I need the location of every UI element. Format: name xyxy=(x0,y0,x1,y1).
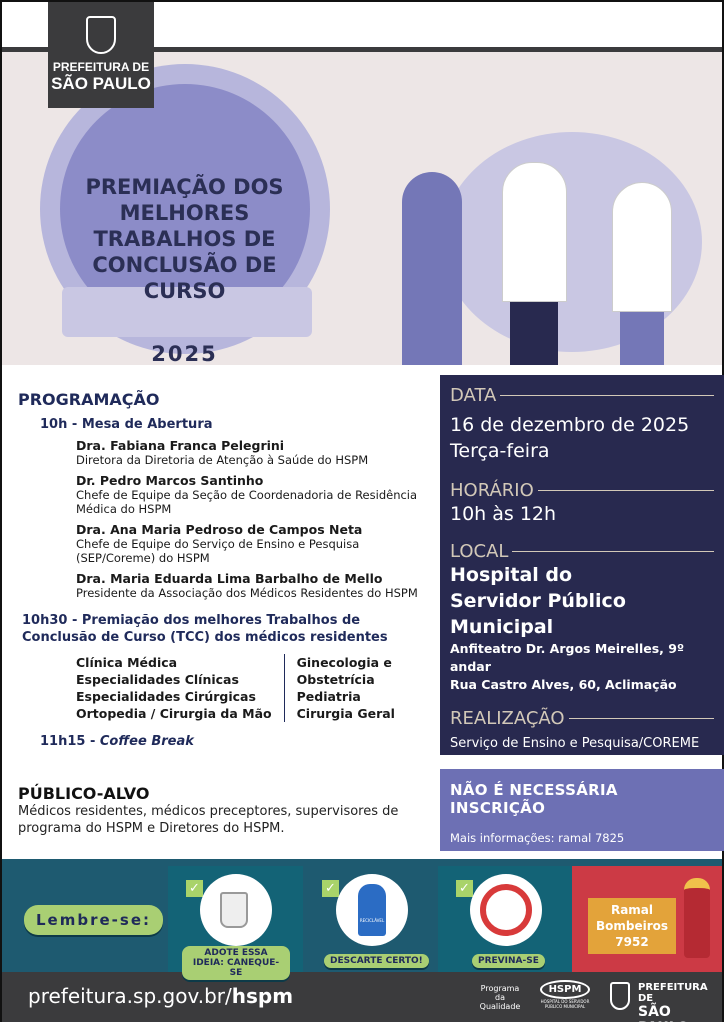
local-line1: Anfiteatro Dr. Argos Meirelles, 9º andar xyxy=(450,641,685,674)
event-weekday: Terça-feira xyxy=(450,440,550,462)
tile-descarte xyxy=(304,866,438,972)
categories-left xyxy=(76,654,285,722)
person-name: Dr. Pedro Marcos Santinho xyxy=(76,473,264,488)
event-time: 10h às 12h xyxy=(450,503,557,525)
tile-previna xyxy=(438,866,573,972)
publico-alvo-section xyxy=(18,784,428,837)
person-name: Dra. Ana Maria Pedroso de Campos Neta xyxy=(76,522,363,537)
hero-banner xyxy=(2,2,722,365)
url-domain: prefeitura.sp.gov.br/ xyxy=(28,984,232,1008)
tile-label: ADOTE ESSA IDEIA: CANEQUE-SE xyxy=(182,946,290,980)
prefeitura-footer-logo xyxy=(608,982,718,1036)
programacao-section xyxy=(18,390,438,749)
website-link[interactable] xyxy=(28,984,293,1008)
firefighter-icon xyxy=(684,878,710,958)
category: Especialidades Cirúrgicas xyxy=(76,689,256,704)
session-coffee xyxy=(40,734,438,749)
session-title: Coffee Break xyxy=(99,734,194,749)
category: Ginecologia e xyxy=(296,655,392,670)
hspm-logo-sub: HOSPITAL DO SERVIDOR PÚBLICO MUNICIPAL xyxy=(540,999,590,1009)
person xyxy=(76,439,438,467)
lembre-se-label: Lembre-se: xyxy=(24,905,163,935)
category: Clínica Médica xyxy=(76,655,178,670)
person-role: Chefe de Equipe do Serviço de Ensino e Pesquisa (SEP/Coreme) do HSPM xyxy=(76,537,360,565)
person-name: Dra. Maria Eduarda Lima Barbalho de Mello xyxy=(76,571,383,586)
no-mosquito-icon xyxy=(470,874,542,946)
category: Ortopedia / Cirurgia da Mão xyxy=(76,706,272,721)
inscricao-title: NÃO É NECESSÁRIA INSCRIÇÃO xyxy=(450,781,618,817)
category: Cirurgia Geral xyxy=(296,706,395,721)
hspm-logo-text: HSPM xyxy=(540,980,590,999)
session-time: 10h30 - xyxy=(22,613,78,628)
publico-heading: PÚBLICO-ALVO xyxy=(18,784,150,803)
prefeitura-logo xyxy=(48,2,154,108)
check-icon: ✓ xyxy=(456,880,473,897)
event-date: 16 de dezembro de 2025 xyxy=(450,414,690,436)
person-role: Chefe de Equipe da Seção de Coordenadoria de Residência Médica do HSPM xyxy=(76,488,418,516)
ramal-bombeiros: Ramal Bombeiros 7952 xyxy=(588,898,676,954)
award-categories xyxy=(76,654,438,722)
tile-label: PREVINA-SE xyxy=(472,954,545,968)
footer xyxy=(2,972,722,1036)
category: Obstetrícia xyxy=(296,672,375,687)
realizacao-label: REALIZAÇÃO xyxy=(450,708,714,729)
data-label: DATA xyxy=(450,385,714,406)
session-awards xyxy=(22,612,438,646)
url-path: hspm xyxy=(231,984,294,1008)
logo-line1: PREFEITURA DE xyxy=(638,982,708,1004)
coat-of-arms-icon xyxy=(86,16,116,54)
local-line2: Rua Castro Alves, 60, Aclimação xyxy=(450,677,677,692)
session-time: 10h - xyxy=(40,417,78,432)
session-title: Mesa de Abertura xyxy=(81,417,213,432)
logo-line2: SÃO PAULO xyxy=(638,1004,690,1036)
inscricao-more: Mais informações: ramal 7825 xyxy=(450,831,625,845)
category: Pediatria xyxy=(296,689,361,704)
doctors-illustration xyxy=(362,112,702,365)
person-role: Presidente da Associação dos Médicos Residentes do HSPM xyxy=(76,586,418,600)
category: Especialidades Clínicas xyxy=(76,672,239,687)
local-name: Hospital do Servidor Público Municipal xyxy=(450,564,626,638)
person-role: Diretora da Diretoria de Atenção à Saúde do HSPM xyxy=(76,453,369,467)
hspm-logo xyxy=(540,980,590,1009)
mug-icon xyxy=(200,874,272,946)
publico-text: Médicos residentes, médicos preceptores, supervisores de programa do HSPM e Diretores do HSPM. xyxy=(18,804,399,836)
tile-caneca xyxy=(168,866,303,978)
programa-qualidade-logo: Programa da Qualidade xyxy=(479,984,521,1011)
check-icon: ✓ xyxy=(322,880,339,897)
inscricao-box xyxy=(440,769,724,851)
event-title: PREMIAÇÃO DOS MELHORES TRABALHOS DE CONCLUSÃO DE CURSO xyxy=(85,175,284,303)
session-title: Premiação dos melhores Trabalhos de Conclusão de Curso (TCC) dos médicos residentes xyxy=(22,613,388,645)
horario-label: HORÁRIO xyxy=(450,480,714,501)
tile-label: DESCARTE CERTO! xyxy=(324,954,429,968)
check-icon: ✓ xyxy=(186,880,203,897)
logo-line2: SÃO PAULO xyxy=(51,74,151,93)
event-info-panel xyxy=(440,375,724,755)
recycle-bin-icon: RECICLÁVEL xyxy=(336,874,408,946)
event-year: 2025 xyxy=(151,342,218,366)
realizacao-text: Serviço de Ensino e Pesquisa/COREME xyxy=(450,736,700,751)
local-label: LOCAL xyxy=(450,541,714,562)
logo-line1: PREFEITURA DE xyxy=(52,60,150,74)
person-name: Dra. Fabiana Franca Pelegrini xyxy=(76,438,285,453)
person xyxy=(76,523,438,565)
person xyxy=(76,572,438,600)
categories-right xyxy=(285,654,395,722)
session-opening xyxy=(40,417,438,432)
person xyxy=(76,474,438,516)
coat-of-arms-icon xyxy=(610,982,630,1010)
programacao-heading: PROGRAMAÇÃO xyxy=(18,390,160,409)
session-time: 11h15 - xyxy=(40,734,96,749)
